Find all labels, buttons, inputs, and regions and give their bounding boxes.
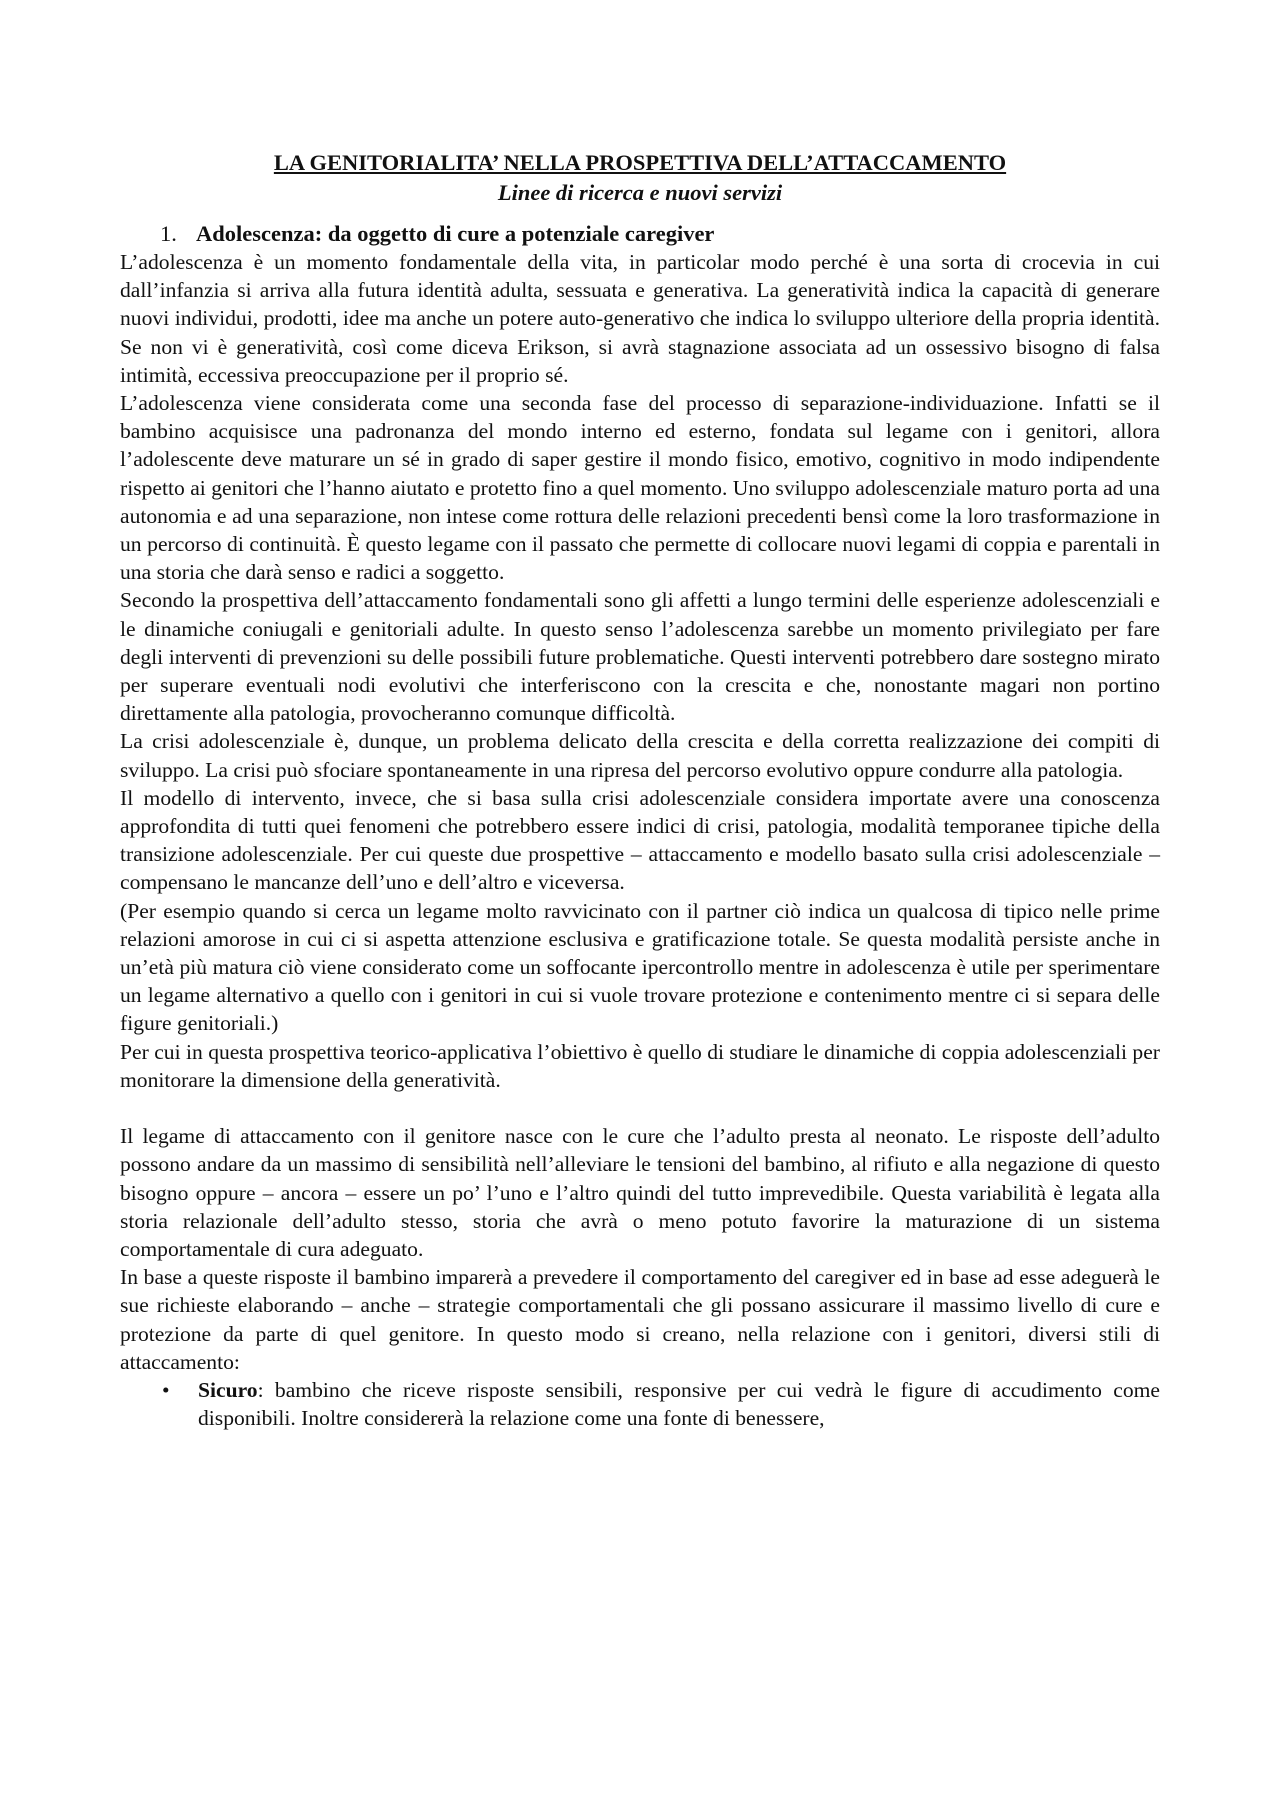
section-number: 1.: [160, 221, 177, 246]
list-item-text: : bambino che riceve risposte sensibili, responsive per cui vedrà le figure di accudimento come disponibili. Inoltre considererà la relazione come una fonte di benessere,: [198, 1377, 1160, 1431]
list-item-term: Sicuro: [198, 1377, 258, 1402]
paragraph: L’adolescenza è un momento fondamentale della vita, in particolar modo perché è una sorta di crocevia in cui dall’infanzia si arriva alla futura identità adulta, sessuata e generativa. La generatività indica la capacità di generare nuovi individui, prodotti, idee ma anche un potere auto-generativo che indica lo sviluppo ulteriore della propria identità. Se non vi è generatività, così come diceva Erikson, si avrà stagnazione associata ad un ossessivo bisogno di falsa intimità, eccessiva preoccupazione per il proprio sé.: [120, 250, 1160, 387]
list-item: [120, 1376, 1160, 1432]
paragraph: La crisi adolescenziale è, dunque, un problema delicato della crescita e della corretta realizzazione dei compiti di sviluppo. La crisi può sfociare spontaneamente in una ripresa del percorso evolutivo oppure condurre alla patologia.: [120, 729, 1160, 782]
document-title: LA GENITORIALITA’ NELLA PROSPETTIVA DELL’ATTACCAMENTO: [273, 150, 1007, 175]
section-heading: [120, 220, 1160, 248]
paragraph: Il legame di attaccamento con il genitore nasce con le cure che l’adulto presta al neonato. Le risposte dell’adulto possono andare da un massimo di sensibilità nell’alleviare le tensioni del bambino, al rifiuto e alla negazione di questo bisogno oppure – ancora – essere un po’ l’uno e l’altro quindi del tutto imprevedibile. Questa variabilità è legata alla storia relazionale dell’adulto stesso, storia che avrà o meno potuto favorire la maturazione di un sistema comportamentale di cura adeguato.: [120, 1124, 1160, 1261]
section-title: Adolescenza: da oggetto di cure a potenziale caregiver: [196, 221, 715, 246]
paragraph: In base a queste risposte il bambino imparerà a prevedere il comportamento del caregiver ed in base ad esse adeguerà le sue richieste elaborando – anche – strategie comportamentali che gli possano assicurare il massimo livello di cure e protezione da parte di quel genitore. In questo modo si creano, nella relazione con i genitori, diversi stili di attaccamento:: [120, 1265, 1160, 1374]
document-subtitle: Linee di ricerca e nuovi servizi: [497, 180, 783, 205]
paragraph: Secondo la prospettiva dell’attaccamento fondamentali sono gli affetti a lungo termini delle esperienze adolescenziali e le dinamiche coniugali e genitoriali adulte. In questo senso l’adolescenza sarebbe un momento privilegiato per fare degli interventi di prevenzioni su delle possibili future problematiche. Questi interventi potrebbero dare sostegno mirato per superare eventuali nodi evolutivi che interferiscono con la crescita e che, nonostante magari non portino direttamente alla patologia, provocheranno comunque difficoltà.: [120, 588, 1160, 726]
paragraph: Il modello di intervento, invece, che si basa sulla crisi adolescenziale considera importate avere una conoscenza approfondita di tutti quei fenomeni che potrebbero essere indici di crisi, patologia, modalità temporanee tipiche della transizione adolescenziale. Per cui queste due prospettive – attaccamento e modello basato sulla crisi adolescenziale – compensano le mancanze dell’uno e dell’altro e viceversa.: [120, 785, 1160, 895]
paragraph: L’adolescenza viene considerata come una seconda fase del processo di separazione-individuazione. Infatti se il bambino acquisisce una padronanza del mondo interno ed esterno, fondata sul legame con i genitori, allora l’adolescente deve maturare un sé in grado di saper gestire il mondo fisico, emotivo, cognitivo in modo indipendente rispetto ai genitori che l’hanno aiutato e protetto fino a quel momento. Uno sviluppo adolescenziale maturo porta ad una autonomia e ad una separazione, non intese come rottura delle relazioni precedenti bensì come la loro trasformazione in un percorso di continuità. È questo legame con il passato che permette di collocare nuovi legami di coppia e parentali in una storia che darà senso e radici a soggetto.: [120, 391, 1160, 585]
attachment-styles-list: [120, 1376, 1160, 1432]
paragraph: Per cui in questa prospettiva teorico-applicativa l’obiettivo è quello di studiare le dinamiche di coppia adolescenziali per monitorare la dimensione della generatività.: [120, 1039, 1160, 1092]
bullet-marker: •: [162, 1377, 170, 1402]
paragraph: (Per esempio quando si cerca un legame molto ravvicinato con il partner ciò indica un qualcosa di tipico nelle prime relazioni amorose in cui ci si aspetta attenzione esclusiva e gratificazione totale. Se questa modalità persiste anche in un’età più matura ciò viene considerato come un soffocante ipercontrollo mentre in adolescenza è utile per sperimentare un legame alternativo a quello con i genitori in cui si vuole trovare protezione e contenimento mentre ci si separa delle figure genitoriali.): [120, 898, 1160, 1036]
